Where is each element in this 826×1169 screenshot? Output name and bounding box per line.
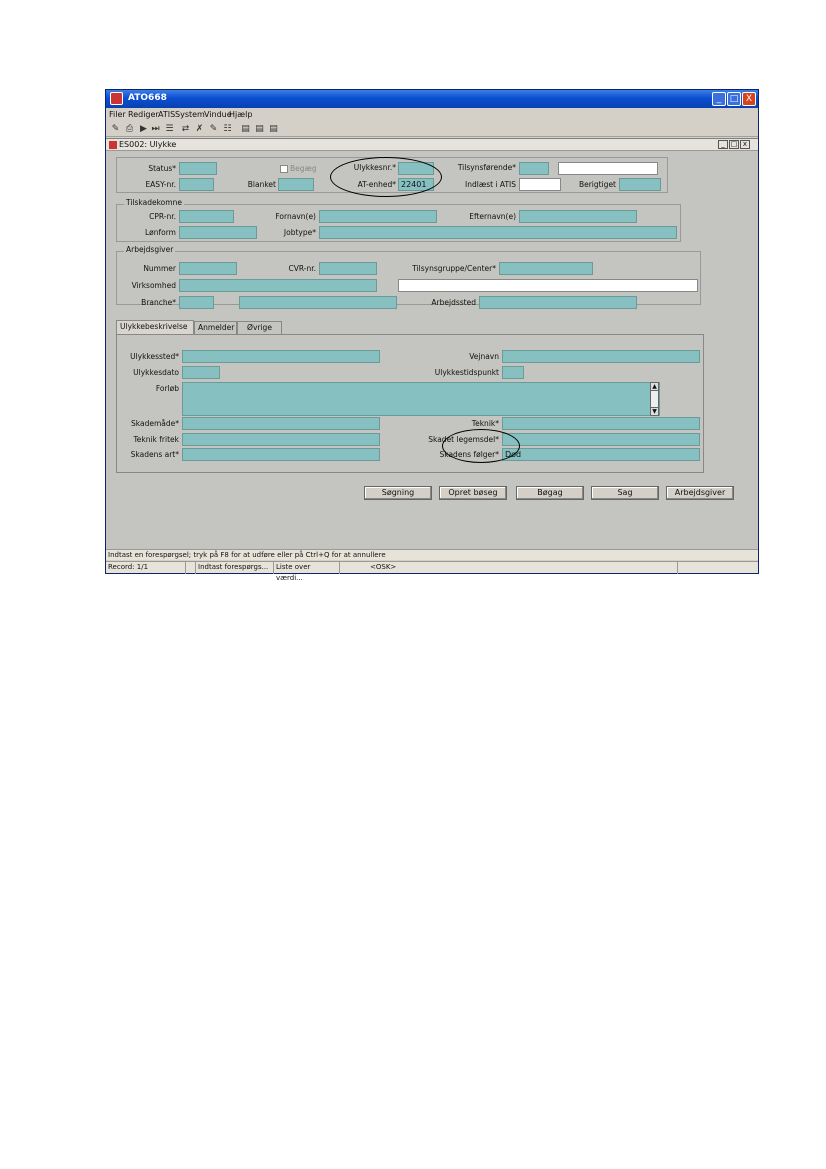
title-bar: [106, 90, 758, 108]
menu-hjaelp[interactable]: Hjælp: [229, 110, 253, 119]
form-icon: [109, 141, 117, 149]
print-icon[interactable]: ⎙: [125, 124, 134, 134]
lonform-field[interactable]: [179, 226, 257, 239]
status-osk: <OSK>: [368, 562, 678, 574]
menu-system[interactable]: System: [175, 110, 205, 119]
skadet-legemsdel-label: Skadet legemsdel*: [428, 435, 499, 444]
nummer-field[interactable]: [179, 262, 237, 275]
fornavn-label: Fornavn(e): [275, 212, 316, 221]
save-icon[interactable]: ✎: [111, 124, 120, 134]
tilsynsforende-name-field[interactable]: [558, 162, 658, 175]
menu-vindue[interactable]: Vindue: [204, 110, 232, 119]
tab-anmelder[interactable]: Anmelder: [194, 321, 237, 334]
annotation-ellipse-skadens-folger: [442, 429, 520, 463]
skadet-legemsdel-field[interactable]: [502, 433, 700, 446]
opret-boseg-button[interactable]: Opret bøseg: [439, 486, 507, 500]
cvr-field[interactable]: [319, 262, 377, 275]
cancel-icon[interactable]: ✗: [195, 124, 204, 134]
tilsynsforende-field[interactable]: [519, 162, 549, 175]
easy-label: EASY-nr.: [145, 180, 176, 189]
skadens-folger-label: Skadens følger*: [439, 450, 499, 459]
tilsynsgruppe-label: Tilsynsgruppe/Center*: [412, 264, 496, 273]
virksomhed-label: Virksomhed: [131, 281, 176, 290]
next-icon[interactable]: ▶: [140, 124, 147, 134]
branche-text-field[interactable]: [239, 296, 397, 309]
tilsynsgruppe-field[interactable]: [499, 262, 593, 275]
vejnavn-field[interactable]: [502, 350, 700, 363]
bogag-button[interactable]: Bøgag: [516, 486, 584, 500]
cpr-label: CPR-nr.: [149, 212, 176, 221]
query-icon[interactable]: ☰: [165, 124, 174, 134]
hint-line: Indtast en forespørgsel; tryk på F8 for at udføre eller på Ctrl+Q for at annullere: [106, 549, 758, 560]
arbejdsgiver-group-label: Arbejdsgiver: [126, 245, 174, 254]
vejnavn-label: Vejnavn: [469, 352, 499, 361]
last-icon[interactable]: ⏭: [151, 124, 160, 134]
status-bar: [106, 561, 758, 582]
cvr-label: CVR-nr.: [288, 264, 316, 273]
ulykkessted-field[interactable]: [182, 350, 380, 363]
atenhed-field[interactable]: 22401: [398, 178, 434, 191]
indlaest-label: Indlæst i ATIS: [465, 180, 516, 189]
menu-rediger[interactable]: Rediger: [128, 110, 159, 119]
branche-field[interactable]: [179, 296, 214, 309]
form-maximize-button[interactable]: □: [730, 140, 738, 148]
sogning-button[interactable]: Søgning: [364, 486, 432, 500]
begaeg-checkbox[interactable]: [280, 165, 288, 173]
status-list: Liste over værdi...: [274, 562, 340, 574]
teknik-fritekst-label: Teknik fritek: [133, 435, 179, 444]
branche-label: Branche*: [141, 298, 176, 307]
menu-atis[interactable]: ATIS: [158, 110, 176, 119]
teknik-label: Teknik*: [471, 419, 499, 428]
skadens-folger-field[interactable]: Død: [502, 448, 700, 461]
annotation-ellipse-atenhed: [330, 157, 442, 197]
form-title-bar: [106, 139, 758, 151]
scroll-down-icon[interactable]: ▼: [652, 408, 657, 415]
efternavn-label: Efternavn(e): [469, 212, 516, 221]
menu-filer[interactable]: Filer: [109, 110, 126, 119]
arbejdssted-field[interactable]: [479, 296, 637, 309]
jobtype-field[interactable]: [319, 226, 677, 239]
berigtiget-field[interactable]: [619, 178, 661, 191]
forlob-field[interactable]: [182, 382, 660, 416]
arbejdsgiver-button[interactable]: Arbejdsgiver: [666, 486, 734, 500]
window3-icon[interactable]: ▤: [269, 124, 278, 134]
execute-icon[interactable]: ⇄: [181, 124, 190, 134]
ulykkesnr-label: Ulykkesnr.*: [353, 163, 396, 172]
close-button[interactable]: X: [742, 92, 756, 106]
window-title: ATO668: [128, 93, 167, 103]
arbejdssted-label: Arbejdssted: [431, 298, 476, 307]
blanket-label: Blanket: [247, 180, 276, 189]
skadens-art-field[interactable]: [182, 448, 380, 461]
ulykkestidspunkt-field[interactable]: [502, 366, 524, 379]
nummer-label: Nummer: [143, 264, 176, 273]
window2-icon[interactable]: ▤: [255, 124, 264, 134]
cpr-field[interactable]: [179, 210, 234, 223]
atenhed-label: AT-enhed*: [357, 180, 396, 189]
status-record: Record: 1/1: [106, 562, 186, 574]
lonform-label: Lønform: [144, 228, 176, 237]
status-field[interactable]: [179, 162, 217, 175]
blanket-field[interactable]: [278, 178, 314, 191]
forlob-scrollbar[interactable]: [650, 382, 659, 416]
virksomhed-name-field[interactable]: [398, 279, 698, 292]
status-cell-empty: [186, 562, 196, 574]
minimize-button[interactable]: _: [712, 92, 726, 106]
skademade-field[interactable]: [182, 417, 380, 430]
efternavn-field[interactable]: [519, 210, 637, 223]
list-icon[interactable]: ☷: [223, 124, 232, 134]
tab-ovrige[interactable]: Øvrige: [237, 321, 282, 334]
maximize-button[interactable]: □: [727, 92, 741, 106]
app-window: [105, 89, 759, 582]
tilskadekomne-group-label: Tilskadekomne: [126, 198, 182, 207]
ulykkesdato-field[interactable]: [182, 366, 220, 379]
app-icon: [110, 92, 123, 105]
toolbar: [106, 122, 758, 137]
jobtype-label: Jobtype*: [283, 228, 316, 237]
tab-ulykkebeskrivelse[interactable]: Ulykkebeskrivelse: [116, 320, 194, 334]
ulykkessted-label: Ulykkessted*: [130, 352, 179, 361]
easy-field[interactable]: [179, 178, 214, 191]
form-close-button[interactable]: x: [740, 140, 750, 149]
tilsynsforende-label: Tilsynsførende*: [457, 163, 516, 172]
sag-button[interactable]: Sag: [591, 486, 659, 500]
fornavn-field[interactable]: [319, 210, 437, 223]
status-label: Status*: [148, 164, 176, 173]
berigtiget-label: Berigtiget: [578, 180, 616, 189]
indlaest-field[interactable]: [519, 178, 561, 191]
skadens-art-label: Skadens art*: [130, 450, 179, 459]
ulykkesdato-label: Ulykkesdato: [133, 368, 179, 377]
form-window: [106, 138, 758, 549]
virksomhed-field[interactable]: [179, 279, 377, 292]
ulykkestidspunkt-label: Ulykkestidspunkt: [434, 368, 499, 377]
forlob-label: Forløb: [155, 384, 179, 393]
form-minimize-button[interactable]: _: [718, 140, 728, 149]
edit-icon[interactable]: ✎: [209, 124, 218, 134]
skademade-label: Skademåde*: [131, 419, 179, 428]
window1-icon[interactable]: ▤: [241, 124, 250, 134]
teknik-field[interactable]: [502, 417, 700, 430]
menu-bar: [106, 109, 758, 121]
status-mode: Indtast forespørgs...: [196, 562, 274, 574]
teknik-fritekst-field[interactable]: [182, 433, 380, 446]
begaeg-label: Begæg: [290, 164, 317, 173]
form-title: ES002: Ulykke: [119, 140, 177, 149]
scroll-up-icon[interactable]: ▲: [652, 383, 657, 390]
